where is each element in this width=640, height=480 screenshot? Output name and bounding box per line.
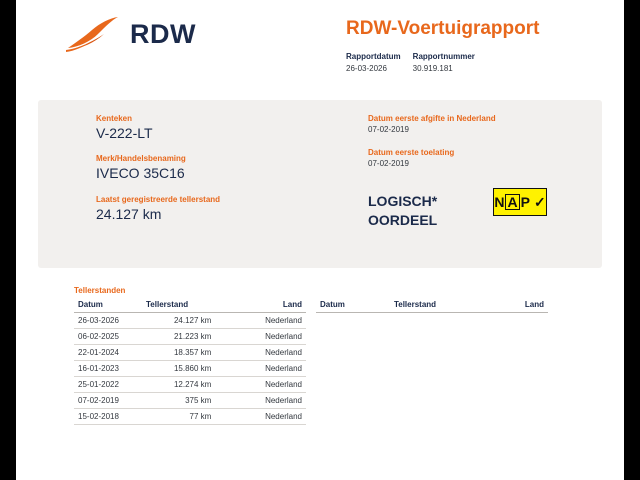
cell-tellerstand: 77 km <box>142 409 239 425</box>
column-header-tellerstand: Tellerstand <box>142 298 239 313</box>
table-header-row <box>74 298 306 313</box>
nap-letter-p: P <box>520 194 530 210</box>
verdict-line-2: OORDEEL <box>368 212 438 228</box>
column-header-land: Land <box>475 298 548 313</box>
eerste-toelating-label: Datum eerste toelating <box>368 148 455 157</box>
table-header-row <box>316 298 548 313</box>
cell-tellerstand: 24.127 km <box>142 313 239 329</box>
nap-letters <box>493 194 546 210</box>
eerste-afgifte-label: Datum eerste afgifte in Nederland <box>368 114 496 123</box>
document-page <box>16 0 624 480</box>
nap-check-icon: ✓ <box>533 194 546 210</box>
table-row <box>74 329 306 345</box>
cell-land: Nederland <box>239 409 306 425</box>
column-header-datum: Datum <box>316 298 390 313</box>
table-row <box>74 361 306 377</box>
verdict-text <box>368 192 437 230</box>
cell-land: Nederland <box>239 313 306 329</box>
cell-datum: 16-01-2023 <box>74 361 142 377</box>
meta-rapportdatum <box>346 52 401 73</box>
panel-left-column <box>96 114 346 235</box>
rdw-logo <box>64 14 196 54</box>
cell-land: Nederland <box>239 393 306 409</box>
kenteken-value: V-222-LT <box>96 125 153 141</box>
document-header <box>16 0 624 92</box>
kenteken-label: Kenteken <box>96 114 133 123</box>
table-row <box>74 313 306 329</box>
panel-right-column <box>368 114 598 182</box>
cell-tellerstand: 21.223 km <box>142 329 239 345</box>
cell-datum: 22-01-2024 <box>74 345 142 361</box>
nap-letter-a: A <box>507 194 518 210</box>
tellerstand-value: 24.127 km <box>96 206 162 222</box>
nap-letter-n: N <box>494 194 505 210</box>
meta-rapportnummer <box>413 52 475 73</box>
table-row <box>74 393 306 409</box>
cell-land: Nederland <box>239 345 306 361</box>
vehicle-summary-panel <box>38 100 602 268</box>
meta-value: 30.919.181 <box>412 64 453 73</box>
mileage-table-right <box>316 298 548 313</box>
cell-land: Nederland <box>239 361 306 377</box>
cell-land: Nederland <box>239 377 306 393</box>
mileage-rows-left <box>74 313 306 425</box>
table-row <box>74 345 306 361</box>
rdw-logo-text: RDW <box>130 18 196 49</box>
cell-datum: 26-03-2026 <box>74 313 142 329</box>
meta-value: 26-03-2026 <box>346 64 387 73</box>
tellerstand-label: Laatst geregistreerde tellerstand <box>96 195 221 204</box>
table-row <box>74 377 306 393</box>
report-meta <box>346 52 487 73</box>
table-row <box>74 409 306 425</box>
page-title: RDW-Voertuigrapport <box>346 18 540 39</box>
column-header-land: Land <box>239 298 306 313</box>
nap-logo <box>493 188 547 216</box>
cell-tellerstand: 18.357 km <box>142 345 239 361</box>
cell-tellerstand: 375 km <box>142 393 239 409</box>
cell-datum: 07-02-2019 <box>74 393 142 409</box>
eerste-toelating-value: 07-02-2019 <box>368 159 409 168</box>
feather-icon <box>64 14 122 54</box>
eerste-afgifte-value: 07-02-2019 <box>368 125 409 134</box>
merk-label: Merk/Handelsbenaming <box>96 154 186 163</box>
cell-tellerstand: 15.860 km <box>142 361 239 377</box>
mileage-section-title: Tellerstanden <box>74 286 126 295</box>
meta-label: Rapportnummer <box>412 52 475 61</box>
cell-datum: 15-02-2018 <box>74 409 142 425</box>
verdict-line-1: LOGISCH* <box>368 193 438 209</box>
cell-tellerstand: 12.274 km <box>142 377 239 393</box>
cell-datum: 25-01-2022 <box>74 377 142 393</box>
mileage-table-left <box>74 298 306 425</box>
column-header-tellerstand: Tellerstand <box>390 298 475 313</box>
cell-datum: 06-02-2025 <box>74 329 142 345</box>
column-header-datum: Datum <box>74 298 142 313</box>
cell-land: Nederland <box>239 329 306 345</box>
merk-value: IVECO 35C16 <box>96 165 185 181</box>
meta-label: Rapportdatum <box>346 52 401 61</box>
